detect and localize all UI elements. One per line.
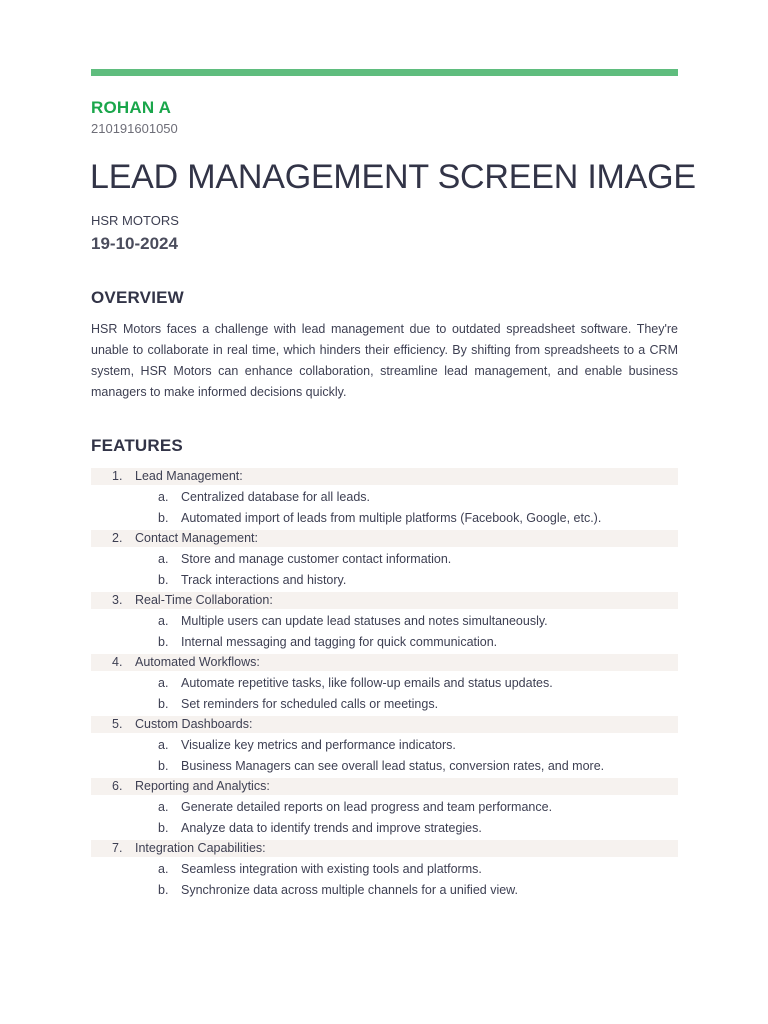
sub-item-letter: b. <box>158 882 169 897</box>
sub-item-text: Multiple users can update lead statuses and notes simultaneously. <box>181 614 548 628</box>
feature-number: 3. <box>112 593 123 607</box>
sub-item-text: Synchronize data across multiple channels for a unified view. <box>181 882 518 897</box>
feature-heading-row <box>91 840 678 857</box>
sub-item-letter: a. <box>158 676 169 690</box>
sub-item <box>91 613 678 634</box>
feature-item <box>91 716 678 778</box>
sub-item-letter: b. <box>158 696 169 711</box>
sub-item <box>91 882 678 903</box>
sub-item-letter: a. <box>158 862 169 876</box>
sub-item-letter: b. <box>158 820 169 835</box>
sub-item-text: Analyze data to identify trends and improve strategies. <box>181 820 482 835</box>
student-id: 210191601050 <box>91 121 178 136</box>
sub-item-text: Visualize key metrics and performance indicators. <box>181 738 456 752</box>
sub-item-letter: b. <box>158 634 169 649</box>
feature-number: 1. <box>112 469 123 483</box>
document-title: LEAD MANAGEMENT SCREEN IMAGE <box>90 158 696 196</box>
sub-item <box>91 489 678 510</box>
feature-heading-row <box>91 716 678 733</box>
sub-item <box>91 551 678 572</box>
sub-item <box>91 510 678 531</box>
feature-item <box>91 840 678 902</box>
sub-item-text: Seamless integration with existing tools and platforms. <box>181 862 482 876</box>
sub-item <box>91 820 678 841</box>
features-heading: FEATURES <box>91 436 183 455</box>
overview-paragraph: HSR Motors faces a challenge with lead management due to outdated spreadsheet software. They're unable to collaborate in real time, which hinders their efficiency. By shifting from spreadsheets to a CRM system, HSR Motors can enhance collaboration, streamline lead management, and enable business managers to make informed decisions quickly. <box>91 322 678 399</box>
sub-item <box>91 696 678 717</box>
feature-title: Integration Capabilities: <box>135 841 266 855</box>
sub-item-letter: b. <box>158 572 169 587</box>
document-date: 19-10-2024 <box>91 234 178 253</box>
sub-item-text: Automated import of leads from multiple platforms (Facebook, Google, etc.). <box>181 510 602 525</box>
feature-heading-row <box>91 530 678 547</box>
sub-item <box>91 675 678 696</box>
feature-title: Contact Management: <box>135 531 258 545</box>
sub-item-letter: b. <box>158 510 169 525</box>
author-name: ROHAN A <box>91 98 172 117</box>
feature-number: 6. <box>112 779 123 793</box>
feature-item <box>91 778 678 840</box>
sub-item <box>91 758 678 779</box>
feature-title: Lead Management: <box>135 469 243 483</box>
sub-item-letter: a. <box>158 490 169 504</box>
feature-heading-row <box>91 468 678 485</box>
feature-number: 7. <box>112 841 123 855</box>
sub-item-letter: b. <box>158 758 169 773</box>
sub-item <box>91 799 678 820</box>
feature-item <box>91 592 678 654</box>
sub-item-text: Set reminders for scheduled calls or meetings. <box>181 696 439 711</box>
feature-heading-row <box>91 592 678 609</box>
feature-heading-row <box>91 778 678 795</box>
sub-item-text: Track interactions and history. <box>181 572 347 587</box>
sub-item-letter: a. <box>158 552 169 566</box>
sub-item-text: Store and manage customer contact information. <box>181 552 452 566</box>
feature-item <box>91 468 678 530</box>
sub-item <box>91 634 678 655</box>
feature-number: 5. <box>112 717 123 731</box>
feature-item <box>91 654 678 716</box>
sub-item-text: Internal messaging and tagging for quick communication. <box>181 634 498 649</box>
feature-number: 4. <box>112 655 123 669</box>
sub-item-letter: a. <box>158 800 169 814</box>
feature-title: Real-Time Collaboration: <box>135 593 273 607</box>
feature-number: 2. <box>112 531 123 545</box>
feature-title: Automated Workflows: <box>135 655 260 669</box>
sub-item <box>91 737 678 758</box>
feature-heading-row <box>91 654 678 671</box>
sub-item-letter: a. <box>158 738 169 752</box>
overview-heading: OVERVIEW <box>91 288 184 307</box>
sub-item-text: Automate repetitive tasks, like follow-up emails and status updates. <box>181 676 553 690</box>
feature-title: Custom Dashboards: <box>135 717 253 731</box>
accent-bar <box>91 69 678 76</box>
sub-item <box>91 861 678 882</box>
sub-item-text: Centralized database for all leads. <box>181 490 371 504</box>
feature-item <box>91 530 678 592</box>
sub-item-letter: a. <box>158 614 169 628</box>
sub-item <box>91 572 678 593</box>
feature-title: Reporting and Analytics: <box>135 779 270 793</box>
company-name: HSR MOTORS <box>91 213 179 228</box>
sub-item-text: Generate detailed reports on lead progress and team performance. <box>181 800 553 814</box>
sub-item-text: Business Managers can see overall lead status, conversion rates, and more. <box>181 758 605 773</box>
features-list <box>91 468 678 902</box>
